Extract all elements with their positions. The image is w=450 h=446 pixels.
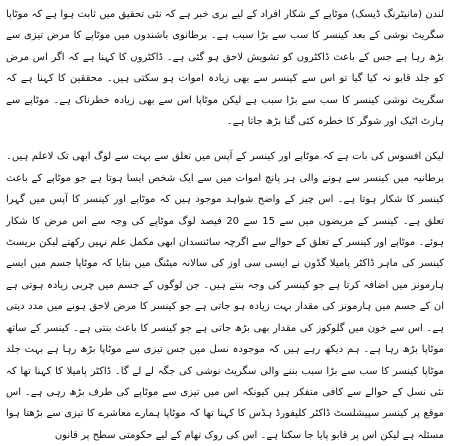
article-paragraph-intro: لندن (مانیٹرنگ ڈیسک) موٹاپے کے شکار افراد کے لیے بری خبر ہے کہ نئی تحقیق میں ثابت ہوا ہے کہ موٹاپا سگریٹ نوشی کے بعد کینسر کا سب سے بڑا سبب ہے۔ برطانوی باشندوں میں موٹاپے کا مرض تیزی سے بڑھ رہا ہے جس کے باعث ڈاکٹروں کو تشویش لاحق ہو گئی ہے۔ ڈاکٹروں کا کہنا ہے کہ اگر اس مرض کو جلد قابو نہ کیا گیا تو اس سے کینسر سے بھی زیادہ اموات ہو سکتی ہیں۔ محققین کا کہنا ہے کہ سگریٹ نوشی کینسر کا سب سے بڑا سبب ہے لیکن موٹاپا اس سے بھی زیادہ خطرناک ہے۔ موٹاپے سے ہارٹ اٹیک اور شوگر کا خطرہ کئی گنا بڑھ جاتا ہے۔ bbox=[6, 9, 444, 128]
article-paragraph-details: لیکن افسوس کی بات ہے کہ موٹاپے اور کینسر کے آپس میں تعلق سے بہت سے لوگ ابھی تک لاعلم ہیں۔ برطانیہ میں کینسر سے ہونے والی ہر پانچ اموات میں سے ایک شخص ایسا ہوتا ہے جو موٹاپے کے باعث کینسر کا شکار ہوتا ہے۔ اس چیز کے واضح شواہد موجود ہیں کہ موٹاپے اور کینسر کا آپس میں گہرا تعلق ہے۔ کینسر کے مریضوں میں سے 15 سے 20 فیصد لوگ موٹاپے کی وجہ سے اس مرض کا شکار ہوئے۔ موٹاپے اور کینسر کے تعلق کے حوالے سے اگرچہ سائنسدان ابھی مکمل علم نہیں رکھتے لیکن بریسٹ کینسر کی ماہر ڈاکٹر پامیلا گڈون نے ایسی سی اوز کی سالانہ میٹنگ میں بتایا کہ موٹاپا جسم میں ایسے ہارمونز میں اضافہ کرتا ہے جو کینسر کی وجہ بنتے ہیں۔ جن لوگوں کے جسم میں چربی زیادہ ہوتی ہے ان کے جسم میں ہارمونز کی مقدار بہت زیادہ ہو جاتی ہے جو کینسر کا مرض لاحق ہونے میں مدد دیتی ہے۔ اس سے خون میں گلوکوز کی مقدار بھی بڑھ جاتی ہے جو کینسر کا باعث بنتی ہے۔ کینسر کے ساتھ موٹاپا بڑھ رہا ہے۔ ہم دیکھ رہے ہیں کہ موجودہ نسل میں جس تیزی سے موٹاپا بڑھ رہا ہے بہت جلد موٹاپا کینسر کا سب سے بڑا سبب بننے والی سگریٹ نوشی کی جگہ لے لے گا۔ ڈاکٹر پامیلا کا کہنا تھا کہ نئی نسل کے حوالے سے کافی متفکر ہیں کیونکہ اس میں تیزی سے موٹاپے کی طرف بڑھ رہی ہے۔ اس موقع پر کینسر سپیشلسٹ ڈاکٹر کلیفورڈ ہڈس کا کہنا تھا کہ موٹاپا ہمارے معاشرے کا تیزی سے بڑھتا ہوا مسئلہ ہے لیکن اس پر قابو پایا جا سکتا ہے۔ اس کی روک تھام کے لیے حکومتی سطح پر قانون bbox=[6, 151, 444, 441]
article-body bbox=[6, 4, 444, 446]
